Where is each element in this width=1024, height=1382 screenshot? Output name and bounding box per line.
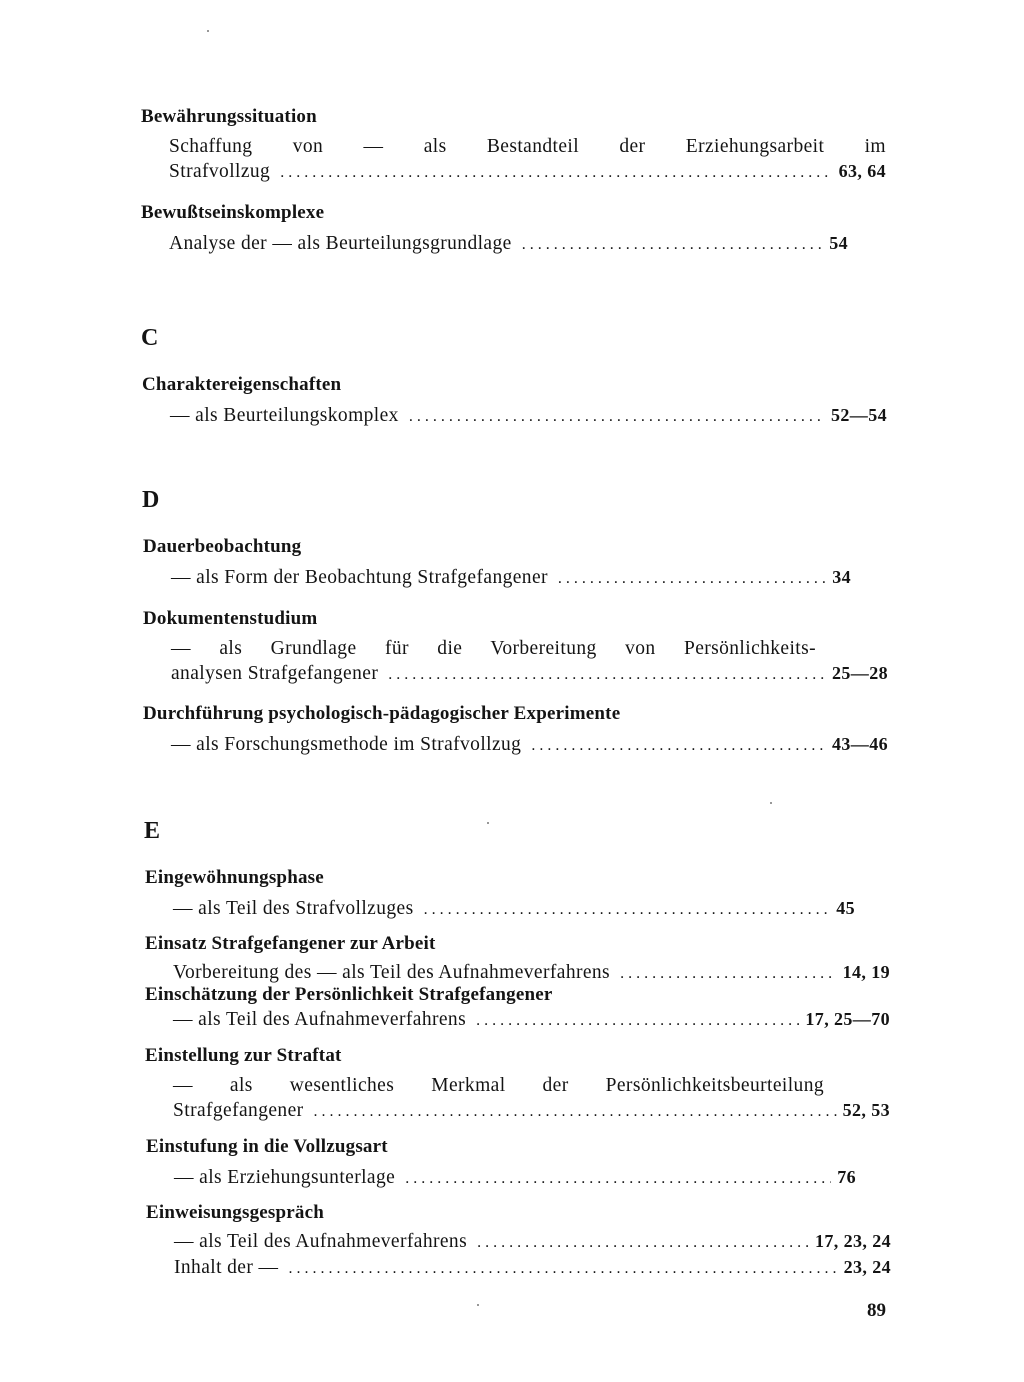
entry-heading: Dauerbeobachtung (143, 536, 302, 557)
page-reference: 52, 53 (842, 1100, 890, 1120)
dot-leader (388, 663, 826, 687)
entry-text: — als Teil des Aufnahmeverfahrens (174, 1231, 468, 1252)
entry-line (141, 159, 886, 185)
dot-leader (288, 1257, 837, 1281)
entry-text: — als Teil des Strafvollzuges (173, 898, 414, 919)
index-entry (143, 702, 888, 758)
page-reference: 52—54 (831, 405, 887, 425)
index-entry (146, 1201, 891, 1281)
page-reference: 17, 23, 24 (815, 1231, 891, 1251)
index-entry (145, 983, 890, 1033)
dot-leader (531, 734, 826, 758)
index-entry (145, 1044, 890, 1124)
section-letter: C (141, 325, 159, 351)
entry-heading: Einschätzung der Persönlichkeit Strafgefangener (145, 984, 553, 1005)
index-entry (141, 201, 886, 257)
entry-line (141, 135, 886, 159)
paper-speck (770, 802, 772, 804)
index-entry (143, 607, 888, 687)
entry-text: — als Beurteilungskomplex (170, 405, 399, 426)
entry-line (145, 896, 855, 922)
entry-text: analysen Strafgefangener (171, 663, 379, 684)
index-entry (145, 866, 890, 922)
entry-line (143, 637, 816, 661)
dot-leader (477, 1231, 809, 1255)
page-reference: 25—28 (832, 663, 888, 683)
entry-line (145, 1074, 824, 1098)
page-reference: 23, 24 (843, 1257, 891, 1277)
paper-speck (207, 30, 209, 32)
dot-leader (314, 1100, 837, 1124)
dot-leader (405, 1167, 831, 1191)
index-entry (143, 535, 888, 591)
entry-heading: Dokumentenstudium (143, 608, 318, 629)
dot-leader (409, 405, 825, 429)
entry-text: — als Form der Beobachtung Strafgefangener (171, 567, 548, 588)
entry-heading: Charaktereigenschaften (142, 374, 342, 395)
dot-leader (522, 233, 824, 257)
entry-text: Inhalt der — (174, 1257, 279, 1278)
entry-heading: Einsatz Strafgefangener zur Arbeit (145, 933, 436, 954)
index-entry (146, 1135, 891, 1191)
section-letter: E (144, 818, 161, 844)
page-reference: 14, 19 (842, 962, 890, 982)
paper-speck (487, 822, 489, 824)
page-reference: 76 (837, 1167, 856, 1187)
entry-text: — als wesentliches Merkmal der Persönlichkeitsbeurteilung (173, 1075, 824, 1096)
entry-text: Schaffung von — als Bestandteil der Erziehungsarbeit im (169, 136, 886, 157)
entry-text: — als Grundlage für die Vorbereitung von Persönlichkeits- (171, 638, 816, 659)
index-entry (141, 105, 886, 185)
entry-text: Vorbereitung des — als Teil des Aufnahmeverfahrens (173, 962, 611, 983)
page-reference: 17, 25—70 (805, 1009, 890, 1029)
paper-speck (477, 1304, 479, 1306)
page-number: 89 (867, 1300, 886, 1321)
page-reference: 34 (832, 567, 851, 587)
section-letter: D (142, 487, 160, 513)
entry-line (141, 231, 848, 257)
page-reference: 43—46 (832, 734, 888, 754)
entry-line (142, 403, 887, 429)
entry-text: Analyse der — als Beurteilungsgrundlage (169, 233, 512, 254)
entry-line (145, 1007, 890, 1033)
entry-line (143, 732, 888, 758)
dot-leader (280, 161, 832, 185)
entry-text: — als Erziehungsunterlage (174, 1167, 396, 1188)
entry-line (146, 1255, 891, 1281)
entry-text: — als Teil des Aufnahmeverfahrens (173, 1009, 467, 1030)
page-reference: 45 (836, 898, 855, 918)
page-reference: 63, 64 (838, 161, 886, 181)
entry-line (143, 565, 851, 591)
index-entry (142, 373, 887, 429)
entry-heading: Einstufung in die Vollzugsart (146, 1136, 388, 1157)
entry-text: Strafgefangener (173, 1100, 304, 1121)
entry-heading: Einstellung zur Straftat (145, 1045, 342, 1066)
entry-text: — als Forschungsmethode im Strafvollzug (171, 734, 522, 755)
entry-text: Strafvollzug (169, 161, 271, 182)
entry-heading: Einweisungsgespräch (146, 1202, 325, 1223)
entry-heading: Bewußtseinskomplexe (141, 202, 325, 223)
entry-line (146, 1165, 856, 1191)
page-reference: 54 (829, 233, 848, 253)
entry-line (146, 1229, 891, 1255)
dot-leader (424, 898, 831, 922)
entry-heading: Eingewöhnungsphase (145, 867, 324, 888)
entry-line (145, 1098, 890, 1124)
dot-leader (476, 1009, 799, 1033)
entry-heading: Durchführung psychologisch-pädagogischer Experimente (143, 703, 621, 724)
dot-leader (558, 567, 826, 591)
index-entry (145, 932, 890, 986)
entry-line (143, 661, 888, 687)
entry-heading: Bewährungssituation (141, 106, 317, 127)
